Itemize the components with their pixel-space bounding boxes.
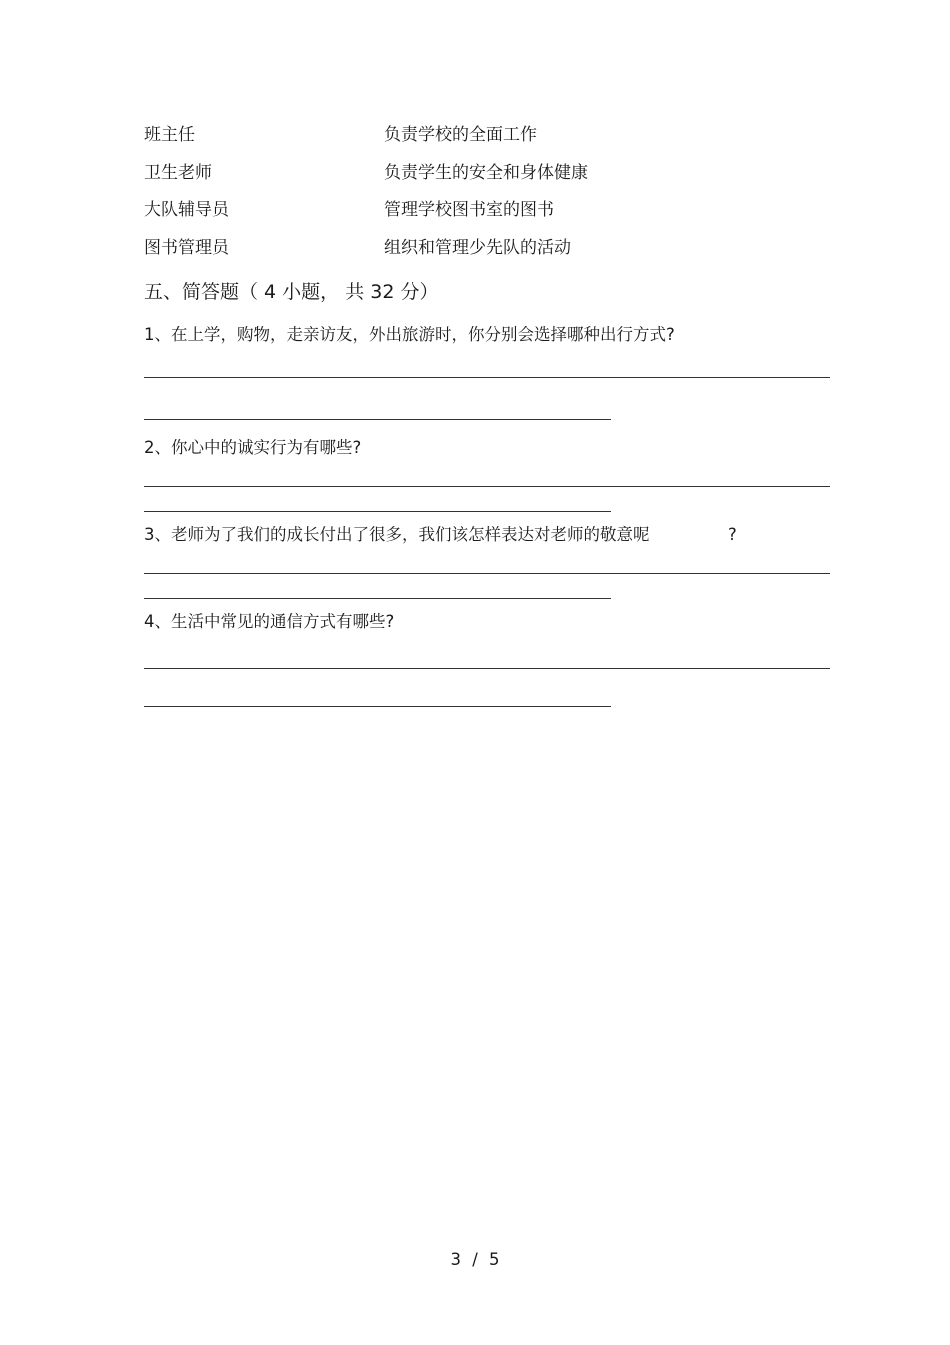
answer-line[interactable] bbox=[144, 706, 611, 707]
duty-label: 组织和管理少先队的活动 bbox=[384, 237, 571, 258]
matching-row bbox=[144, 158, 844, 196]
answer-line[interactable] bbox=[144, 598, 611, 599]
matching-table bbox=[144, 120, 844, 270]
role-label: 图书管理员 bbox=[144, 237, 229, 258]
answer-line[interactable] bbox=[144, 377, 830, 378]
question-3: 3、老师为了我们的成长付出了很多，我们该怎样表达对老师的敬意呢 bbox=[144, 525, 650, 544]
question-2: 2、你心中的诚实行为有哪些? bbox=[144, 438, 362, 457]
role-label: 大队辅导员 bbox=[144, 200, 229, 220]
matching-row bbox=[144, 233, 844, 271]
role-label: 班主任 bbox=[144, 125, 195, 145]
matching-row bbox=[144, 195, 844, 233]
answer-line[interactable] bbox=[144, 511, 611, 512]
question-3-mark: ? bbox=[728, 525, 737, 544]
question-1: 1、在上学，购物，走亲访友，外出旅游时，你分别会选择哪种出行方式? bbox=[144, 325, 675, 344]
section-title: 五、简答题（ 4 小题， 共 32 分） bbox=[144, 281, 439, 303]
answer-line[interactable] bbox=[144, 668, 830, 669]
duty-label: 负责学生的安全和身体健康 bbox=[384, 162, 588, 183]
matching-row bbox=[144, 120, 844, 158]
answer-line[interactable] bbox=[144, 419, 611, 420]
role-label: 卫生老师 bbox=[144, 162, 212, 183]
duty-label: 管理学校图书室的图书 bbox=[384, 200, 554, 220]
duty-label: 负责学校的全面工作 bbox=[384, 125, 537, 145]
question-4: 4、生活中常见的通信方式有哪些? bbox=[144, 612, 395, 631]
page-number: 3 / 5 bbox=[450, 1250, 500, 1269]
answer-line[interactable] bbox=[144, 573, 830, 574]
answer-line[interactable] bbox=[144, 486, 830, 487]
